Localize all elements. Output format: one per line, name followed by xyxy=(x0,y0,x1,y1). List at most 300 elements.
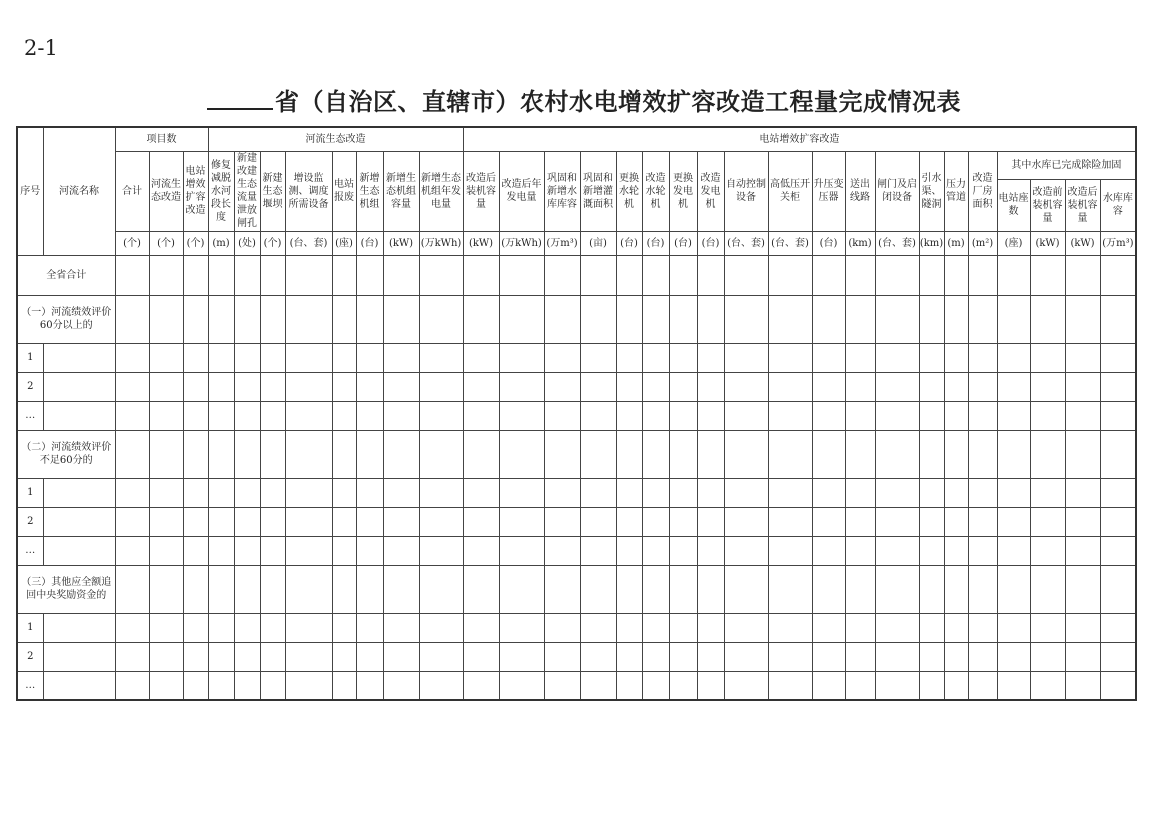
data-cell xyxy=(875,642,919,671)
header-group-eco: 河流生态改造 xyxy=(208,127,463,151)
header-col: 高低压开关柜 xyxy=(768,151,812,231)
data-cell xyxy=(1100,613,1136,642)
header-col: 电站报废 xyxy=(332,151,356,231)
data-cell xyxy=(332,343,356,372)
data-cell xyxy=(234,613,260,642)
unit-cell: (kW) xyxy=(1065,231,1100,255)
header-col: 闸门及启闭设备 xyxy=(875,151,919,231)
data-cell xyxy=(580,536,616,565)
data-cell xyxy=(183,372,208,401)
data-cell xyxy=(260,671,285,700)
data-cell xyxy=(1065,536,1100,565)
data-cell xyxy=(332,295,356,343)
data-cell xyxy=(383,507,419,536)
data-cell xyxy=(642,536,669,565)
header-col: 更换水轮机 xyxy=(616,151,642,231)
data-cell xyxy=(463,372,499,401)
river-name-cell xyxy=(43,343,115,372)
total-row xyxy=(17,255,1136,295)
data-cell xyxy=(944,255,968,295)
data-cell xyxy=(768,430,812,478)
data-cell xyxy=(149,671,183,700)
data-cell xyxy=(463,671,499,700)
data-cell xyxy=(234,343,260,372)
data-cell xyxy=(208,565,234,613)
data-cell xyxy=(968,613,997,642)
section-row xyxy=(17,295,1136,343)
data-cell xyxy=(1100,372,1136,401)
data-cell xyxy=(356,343,383,372)
data-cell xyxy=(768,255,812,295)
data-cell xyxy=(875,430,919,478)
data-cell xyxy=(463,295,499,343)
data-cell xyxy=(968,401,997,430)
data-cell xyxy=(285,430,332,478)
unit-cell: (台) xyxy=(697,231,724,255)
header-col: 自动控制设备 xyxy=(724,151,768,231)
data-cell xyxy=(499,295,544,343)
data-cell xyxy=(149,613,183,642)
data-cell xyxy=(1100,343,1136,372)
data-cell xyxy=(1065,613,1100,642)
data-cell xyxy=(285,295,332,343)
data-cell xyxy=(463,642,499,671)
data-cell xyxy=(149,642,183,671)
data-cell xyxy=(919,295,944,343)
unit-cell: (m) xyxy=(944,231,968,255)
header-col: 压力管道 xyxy=(944,151,968,231)
data-cell xyxy=(356,613,383,642)
data-cell xyxy=(419,565,463,613)
unit-cell: (个) xyxy=(260,231,285,255)
data-cell xyxy=(115,536,149,565)
data-cell xyxy=(997,565,1030,613)
data-cell xyxy=(875,565,919,613)
header-col: 改造前装机容量 xyxy=(1030,179,1065,231)
data-cell xyxy=(616,255,642,295)
data-cell xyxy=(208,478,234,507)
data-cell xyxy=(812,642,845,671)
data-cell xyxy=(875,613,919,642)
section-label: （三）其他应全额追回中央奖励资金的 xyxy=(17,565,115,613)
data-cell xyxy=(383,478,419,507)
data-cell xyxy=(285,613,332,642)
data-cell xyxy=(419,430,463,478)
data-cell xyxy=(669,536,697,565)
unit-cell: (台) xyxy=(812,231,845,255)
data-cell xyxy=(115,613,149,642)
data-cell xyxy=(1100,642,1136,671)
data-cell xyxy=(149,255,183,295)
data-cell xyxy=(968,295,997,343)
data-cell xyxy=(944,430,968,478)
data-cell xyxy=(356,536,383,565)
data-cell xyxy=(499,642,544,671)
data-cell xyxy=(1030,401,1065,430)
data-cell xyxy=(544,613,580,642)
data-cell xyxy=(697,430,724,478)
data-cell xyxy=(1100,401,1136,430)
data-cell xyxy=(1030,255,1065,295)
data-cell xyxy=(285,536,332,565)
data-cell xyxy=(499,372,544,401)
unit-cell: (m²) xyxy=(968,231,997,255)
data-cell xyxy=(260,255,285,295)
data-cell xyxy=(463,401,499,430)
item-row xyxy=(17,613,1136,642)
data-cell xyxy=(208,671,234,700)
data-cell xyxy=(616,613,642,642)
data-cell xyxy=(499,430,544,478)
data-cell xyxy=(919,430,944,478)
unit-cell: (km) xyxy=(845,231,875,255)
data-cell xyxy=(580,671,616,700)
data-cell xyxy=(812,255,845,295)
river-name-cell xyxy=(43,671,115,700)
data-cell xyxy=(1065,343,1100,372)
data-cell xyxy=(332,565,356,613)
data-cell xyxy=(332,478,356,507)
data-cell xyxy=(697,671,724,700)
data-cell xyxy=(812,372,845,401)
item-row xyxy=(17,507,1136,536)
data-cell xyxy=(875,343,919,372)
header-seq: 序号 xyxy=(17,127,43,255)
data-cell xyxy=(356,401,383,430)
data-cell xyxy=(875,671,919,700)
unit-cell: (台) xyxy=(642,231,669,255)
data-cell xyxy=(1065,507,1100,536)
data-cell xyxy=(919,565,944,613)
data-cell xyxy=(580,372,616,401)
unit-cell: (台) xyxy=(669,231,697,255)
unit-cell: (kW) xyxy=(463,231,499,255)
data-cell xyxy=(208,255,234,295)
section-label: （一）河流绩效评价60分以上的 xyxy=(17,295,115,343)
data-cell xyxy=(419,642,463,671)
data-cell xyxy=(697,478,724,507)
data-cell xyxy=(669,295,697,343)
data-cell xyxy=(616,343,642,372)
data-cell xyxy=(616,401,642,430)
data-cell xyxy=(968,255,997,295)
data-cell xyxy=(875,478,919,507)
data-cell xyxy=(845,295,875,343)
data-cell xyxy=(183,478,208,507)
header-col: 新增生态机组容量 xyxy=(383,151,419,231)
data-cell xyxy=(768,478,812,507)
data-cell xyxy=(724,430,768,478)
data-cell xyxy=(669,255,697,295)
data-cell xyxy=(919,401,944,430)
data-cell xyxy=(1100,671,1136,700)
header-river-name: 河流名称 xyxy=(43,127,115,255)
unit-cell: (万kWh) xyxy=(419,231,463,255)
unit-cell: (个) xyxy=(183,231,208,255)
data-cell xyxy=(697,642,724,671)
data-cell xyxy=(332,255,356,295)
river-name-cell xyxy=(43,372,115,401)
data-cell xyxy=(997,295,1030,343)
data-cell xyxy=(1030,430,1065,478)
data-cell xyxy=(499,565,544,613)
data-cell xyxy=(669,565,697,613)
item-row xyxy=(17,372,1136,401)
data-cell xyxy=(208,507,234,536)
data-cell xyxy=(383,430,419,478)
data-cell xyxy=(463,613,499,642)
data-cell xyxy=(208,343,234,372)
data-cell xyxy=(642,295,669,343)
data-cell xyxy=(499,478,544,507)
data-cell xyxy=(642,430,669,478)
data-cell xyxy=(419,536,463,565)
data-cell xyxy=(944,478,968,507)
data-cell xyxy=(356,565,383,613)
data-cell xyxy=(845,536,875,565)
data-cell xyxy=(1065,372,1100,401)
header-col: 合计 xyxy=(115,151,149,231)
data-cell xyxy=(944,507,968,536)
data-cell xyxy=(183,430,208,478)
data-cell xyxy=(875,295,919,343)
data-cell xyxy=(669,478,697,507)
data-cell xyxy=(724,536,768,565)
data-cell xyxy=(1030,565,1065,613)
data-cell xyxy=(580,430,616,478)
data-cell xyxy=(580,401,616,430)
data-cell xyxy=(419,478,463,507)
data-cell xyxy=(944,343,968,372)
data-cell xyxy=(845,343,875,372)
data-cell xyxy=(149,478,183,507)
unit-cell: (台、套) xyxy=(875,231,919,255)
data-cell xyxy=(356,642,383,671)
data-cell xyxy=(115,255,149,295)
data-cell xyxy=(997,401,1030,430)
data-cell xyxy=(1030,295,1065,343)
header-col: 改造后装机容量 xyxy=(463,151,499,231)
header-row-units xyxy=(17,231,1136,255)
data-cell xyxy=(463,565,499,613)
data-cell xyxy=(944,565,968,613)
data-cell xyxy=(183,642,208,671)
data-cell xyxy=(544,642,580,671)
data-cell xyxy=(768,401,812,430)
section-row xyxy=(17,430,1136,478)
data-cell xyxy=(260,613,285,642)
data-cell xyxy=(812,478,845,507)
data-cell xyxy=(544,671,580,700)
data-cell xyxy=(260,430,285,478)
data-cell xyxy=(260,343,285,372)
data-cell xyxy=(697,343,724,372)
data-cell xyxy=(332,613,356,642)
data-cell xyxy=(580,478,616,507)
data-cell xyxy=(968,430,997,478)
unit-cell: (亩) xyxy=(580,231,616,255)
data-cell xyxy=(183,295,208,343)
data-cell xyxy=(332,671,356,700)
data-cell xyxy=(669,343,697,372)
data-cell xyxy=(580,613,616,642)
data-cell xyxy=(419,671,463,700)
unit-cell: (个) xyxy=(149,231,183,255)
data-cell xyxy=(356,430,383,478)
header-col: 巩固和新增水库库容 xyxy=(544,151,580,231)
data-cell xyxy=(285,642,332,671)
data-cell xyxy=(616,295,642,343)
data-cell xyxy=(544,507,580,536)
data-cell xyxy=(997,430,1030,478)
data-cell xyxy=(544,536,580,565)
unit-cell: (台、套) xyxy=(768,231,812,255)
data-cell xyxy=(1065,671,1100,700)
data-cell xyxy=(332,507,356,536)
data-cell xyxy=(669,671,697,700)
data-cell xyxy=(499,536,544,565)
header-col: 引水渠、隧洞 xyxy=(919,151,944,231)
data-cell xyxy=(812,536,845,565)
data-cell xyxy=(580,507,616,536)
unit-cell: (台、套) xyxy=(285,231,332,255)
river-name-cell xyxy=(43,613,115,642)
data-cell xyxy=(1065,642,1100,671)
data-cell xyxy=(544,401,580,430)
river-name-cell xyxy=(43,478,115,507)
header-col: 更换发电机 xyxy=(669,151,697,231)
data-cell xyxy=(642,642,669,671)
data-cell xyxy=(768,507,812,536)
data-cell xyxy=(208,295,234,343)
data-cell xyxy=(1065,430,1100,478)
data-cell xyxy=(697,295,724,343)
data-cell xyxy=(875,255,919,295)
data-cell xyxy=(260,401,285,430)
data-cell xyxy=(234,565,260,613)
header-col: 河流生态改造 xyxy=(149,151,183,231)
data-cell xyxy=(208,401,234,430)
data-cell xyxy=(812,343,845,372)
header-group-project-count: 项目数 xyxy=(115,127,208,151)
data-cell xyxy=(642,671,669,700)
data-cell xyxy=(383,642,419,671)
data-cell xyxy=(234,295,260,343)
data-cell xyxy=(616,507,642,536)
data-cell xyxy=(845,642,875,671)
header-col: 改造水轮机 xyxy=(642,151,669,231)
header-col: 改造后装机容量 xyxy=(1065,179,1100,231)
data-cell xyxy=(812,565,845,613)
data-cell xyxy=(875,507,919,536)
data-cell xyxy=(260,507,285,536)
data-cell xyxy=(642,565,669,613)
data-cell xyxy=(669,642,697,671)
data-cell xyxy=(183,613,208,642)
unit-cell: (座) xyxy=(997,231,1030,255)
header-col: 新建改建生态流量泄放闸孔 xyxy=(234,151,260,231)
data-cell xyxy=(149,507,183,536)
data-cell xyxy=(499,401,544,430)
data-cell xyxy=(768,671,812,700)
header-row-groups xyxy=(17,127,1136,151)
data-cell xyxy=(208,430,234,478)
data-cell xyxy=(499,671,544,700)
data-cell xyxy=(383,255,419,295)
data-cell xyxy=(724,565,768,613)
data-cell xyxy=(332,401,356,430)
data-cell xyxy=(260,372,285,401)
data-cell xyxy=(1030,372,1065,401)
data-cell xyxy=(768,295,812,343)
data-cell xyxy=(580,255,616,295)
data-cell xyxy=(616,671,642,700)
data-cell xyxy=(499,255,544,295)
data-cell xyxy=(1030,507,1065,536)
data-cell xyxy=(1100,507,1136,536)
data-cell xyxy=(419,255,463,295)
data-cell xyxy=(356,671,383,700)
data-cell xyxy=(919,507,944,536)
data-cell xyxy=(419,401,463,430)
data-cell xyxy=(463,536,499,565)
data-cell xyxy=(919,642,944,671)
data-cell xyxy=(463,430,499,478)
data-cell xyxy=(149,536,183,565)
data-cell xyxy=(332,372,356,401)
header-col: 新建生态堰坝 xyxy=(260,151,285,231)
data-cell xyxy=(669,372,697,401)
total-label: 全省合计 xyxy=(17,255,115,295)
data-cell xyxy=(642,255,669,295)
data-cell xyxy=(1100,430,1136,478)
data-cell xyxy=(997,372,1030,401)
data-cell xyxy=(642,401,669,430)
data-cell xyxy=(944,671,968,700)
title-text: 省（自治区、直辖市）农村水电增效扩容改造工程量完成情况表 xyxy=(275,87,961,116)
data-cell xyxy=(149,565,183,613)
data-cell xyxy=(997,536,1030,565)
data-cell xyxy=(669,430,697,478)
river-name-cell xyxy=(43,642,115,671)
data-cell xyxy=(944,642,968,671)
data-cell xyxy=(544,430,580,478)
data-cell xyxy=(1065,478,1100,507)
header-col: 送出线路 xyxy=(845,151,875,231)
data-cell xyxy=(356,255,383,295)
data-cell xyxy=(968,642,997,671)
data-cell xyxy=(845,507,875,536)
data-cell xyxy=(768,613,812,642)
data-cell xyxy=(115,507,149,536)
data-cell xyxy=(463,507,499,536)
item-row xyxy=(17,478,1136,507)
header-col: 水库库容 xyxy=(1100,179,1136,231)
data-cell xyxy=(724,343,768,372)
unit-cell: (台) xyxy=(616,231,642,255)
row-seq: … xyxy=(17,671,43,700)
item-row xyxy=(17,671,1136,700)
data-cell xyxy=(463,255,499,295)
unit-cell: (万kWh) xyxy=(499,231,544,255)
data-cell xyxy=(1030,613,1065,642)
data-cell xyxy=(968,536,997,565)
header-col: 改造厂房面积 xyxy=(968,151,997,231)
data-cell xyxy=(208,536,234,565)
data-cell xyxy=(812,401,845,430)
data-cell xyxy=(183,671,208,700)
data-cell xyxy=(919,343,944,372)
